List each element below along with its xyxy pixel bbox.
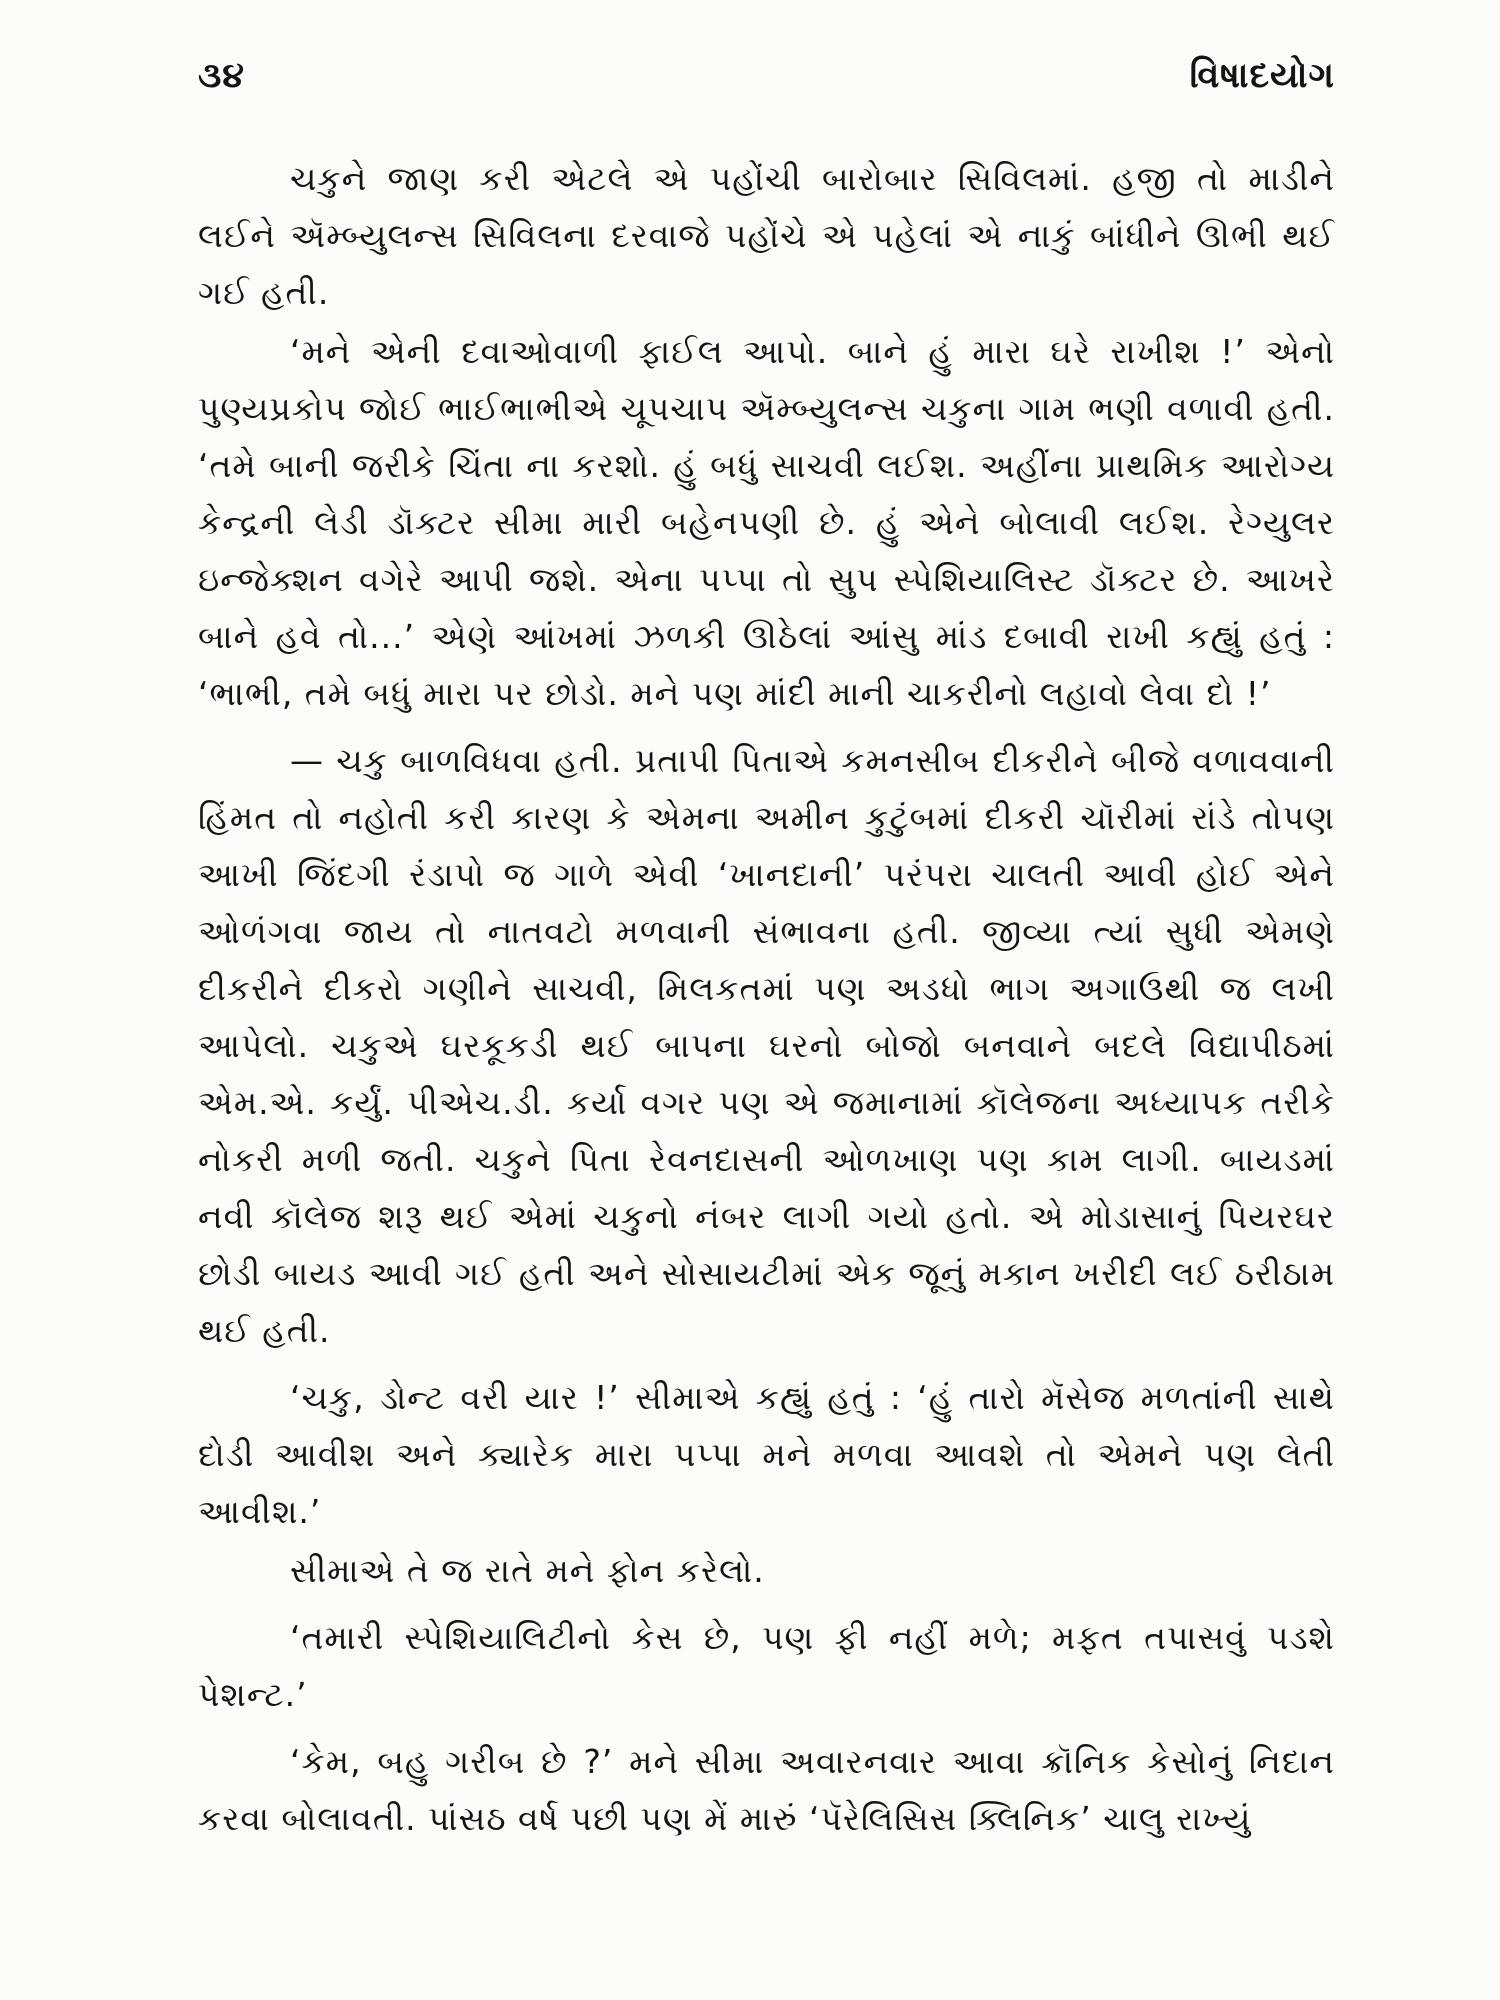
paragraph-6: ‘તમારી સ્પેશિયાલિટીનો કેસ છે, પણ ફી નહીં મળે; મફત તપાસવું પડશે પેશન્ટ.’ (198, 1618, 1335, 1714)
page-header (198, 48, 1335, 104)
paragraph-5: સીમાએ તે જ રાતે મને ફોન કરેલો. (290, 1551, 765, 1590)
paragraph-7: ‘કેમ, બહુ ગરીબ છે ?’ મને સીમા અવારનવાર આવા ક્રૉનિક કેસોનું નિદાન કરવા બોલાવતી. પાંસઠ વર્ષ પછી પણ મેં મારું ‘પૅરેલિસિસ ક્લિનિક’ ચાલુ રાખ્યું (198, 1742, 1335, 1838)
paragraph-1: ચકુને જાણ કરી એટલે એ પહોંચી બારોબાર સિવિલમાં. હજી તો માડીને લઈને ઍમ્બ્યુલન્સ સિવિલના દરવાજે પહોંચે એ પહેલાં એ નાકું બાંધીને ઊભી થઈ ગઈ હતી. (198, 159, 1335, 312)
main-text (198, 150, 1335, 1847)
paragraph-4: ‘ચકુ, ડોન્ટ વરી યાર !’ સીમાએ કહ્યું હતું : ‘હું તારો મૅસેજ મળતાંની સાથે દોડી આવીશ અને ક્યારેક મારા પપ્પા મને મળવા આવશે તો એમને પણ લેતી આવીશ.’ (198, 1378, 1335, 1531)
page-number: ૩૪ (198, 56, 246, 96)
running-title: વિષાદયોગ (1189, 56, 1335, 96)
paragraph-3: — ચકુ બાળવિધવા હતી. પ્રતાપી પિતાએ કમનસીબ દીકરીને બીજે વળાવવાની હિંમત તો નહોતી કરી કારણ કે એમના અમીન કુટુંબમાં દીકરી ચૉરીમાં રાંડે તોપણ આખી જિંદગી રંડાપો જ ગાળે એવી ‘ખાનદાની’ પરંપરા ચાલતી આવી હોઈ એને ઓળંગવા જાય તો નાતવટો મળવાની સંભાવના હતી. જીવ્યા ત્યાં સુધી એમણે દીકરીને દીકરો ગણીને સાચવી, મિલકતમાં પણ અડધો ભાગ અગાઉથી જ લખી આપેલો. ચકુએ ઘરકૂકડી થઈ બાપના ઘરનો બોજો બનવાને બદલે વિદ્યાપીઠમાં એમ.એ. કર્યું. પીએચ.ડી. કર્યા વગર પણ એ જમાનામાં કૉલેજના અધ્યાપક તરીકે નોકરી મળી જતી. ચકુને પિતા રેવનદાસની ઓળખાણ પણ કામ લાગી. બાયડમાં નવી કૉલેજ શરૂ થઈ એમાં ચકુનો નંબર લાગી ગયો હતો. એ મોડાસાનું પિયરઘર છોડી બાયડ આવી ગઈ હતી અને સોસાયટીમાં એક જૂનું મકાન ખરીદી લઈ ઠરીઠામ થઈ હતી. (198, 741, 1335, 1350)
paragraph-2: ‘મને એની દવાઓવાળી ફાઈલ આપો. બાને હું મારા ઘરે રાખીશ !’ એનો પુણ્યપ્રકોપ જોઈ ભાઈભાભીએ ચૂપચાપ ઍમ્બ્યુલન્સ ચકુના ગામ ભણી વળાવી હતી. ‘તમે બાની જરીકે ચિંતા ના કરશો. હું બધું સાચવી લઈશ. અહીંના પ્રાથમિક આરોગ્ય કેન્દ્રની લેડી ડૉક્ટર સીમા મારી બહેનપણી છે. હું એને બોલાવી લઈશ. રેગ્યુલર ઇન્જેક્શન વગેરે આપી જશે. એના પપ્પા તો સુપ સ્પેશિયાલિસ્ટ ડૉક્ટર છે. આખરે બાને હવે તો...’ એણે આંખમાં ઝળકી ઊઠેલાં આંસુ માંડ દબાવી રાખી કહ્યું હતું : ‘ભાભી, તમે બધું મારા પર છોડો. મને પણ માંદી માની ચાકરીનો લહાવો લેવા દો !’ (198, 332, 1335, 713)
